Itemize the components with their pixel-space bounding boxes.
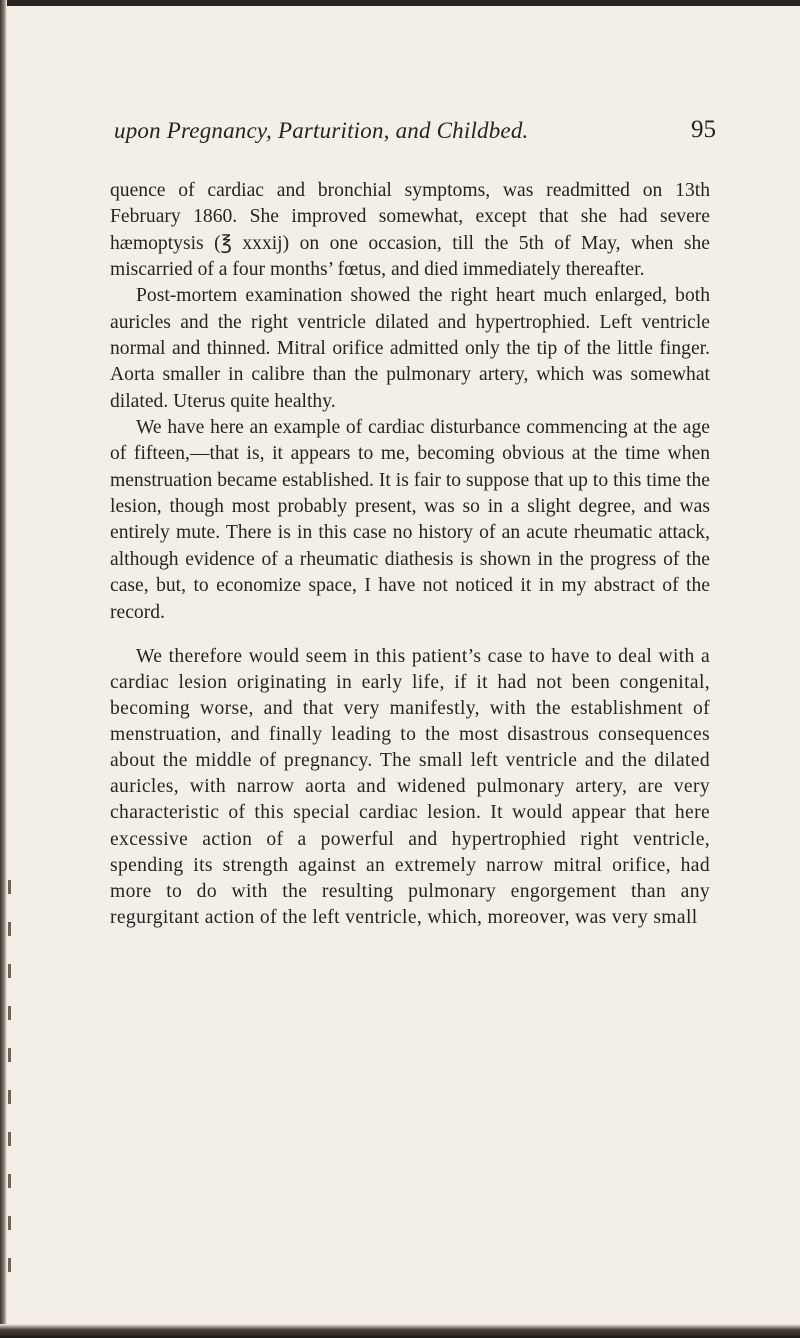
binding-marks <box>8 880 14 1300</box>
page-number: 95 <box>691 116 716 143</box>
paragraph-example: We have here an example of cardiac disturbance commencing at the age of fifteen,—that is, it appears to me, becoming obvious at the time when menstruation became established. It is fair to suppose that up to this time the lesion, though most probably present, was so in a slight degree, and was entirely mute. There is in this case no history of an acute rheumatic attack, although evidence of a rheumatic diathesis is shown in the progress of the case, but, to economize space, I have not noticed it in my abstract of the record. <box>110 417 710 623</box>
running-title: upon Pregnancy, Parturition, and Childbed. <box>114 118 529 143</box>
page-binding-edge <box>0 0 7 1338</box>
top-edge-rule <box>0 0 800 6</box>
book-page <box>110 116 716 931</box>
paragraph-post-mortem: Post-mortem examination showed the right heart much enlarged, both auricles and the right ventricle dilated and hypertrophied. Left ventricle normal and thinned. Mitral orifice admitted only the tip of the little finger. Aorta smaller in calibre than the pulmonary artery, which was somewhat dilated. Uterus quite healthy. <box>110 285 710 412</box>
body-text <box>110 178 710 931</box>
running-head <box>110 116 716 154</box>
bottom-edge-rule <box>0 1324 800 1338</box>
paragraph-conclusion: We therefore would seem in this patient’s case to have to deal with a cardiac lesion originating in early life, if it had not been congenital, becoming worse, and that very manifestly, with the establishment of menstruation, and finally leading to the most disastrous consequences about the middle of pregnancy. The small left ventricle and the dilated auricles, with narrow aorta and widened pulmonary artery, are very characteristic of this special cardiac lesion. It would appear that here excessive action of a powerful and hypertrophied right ventricle, spending its strength against an extremely narrow mitral orifice, had more to do with the resulting pulmonary engorgement than any regurgitant action of the left ventricle, which, moreover, was very small <box>110 645 710 928</box>
paragraph-continuation: quence of cardiac and bronchial symptoms, was readmitted on 13th February 1860. She improved somewhat, except that she had severe hæmoptysis (℥ xxxij) on one occasion, till the 5th of May, when she miscarried of a four months’ fœtus, and died immediately thereafter. <box>110 180 710 281</box>
